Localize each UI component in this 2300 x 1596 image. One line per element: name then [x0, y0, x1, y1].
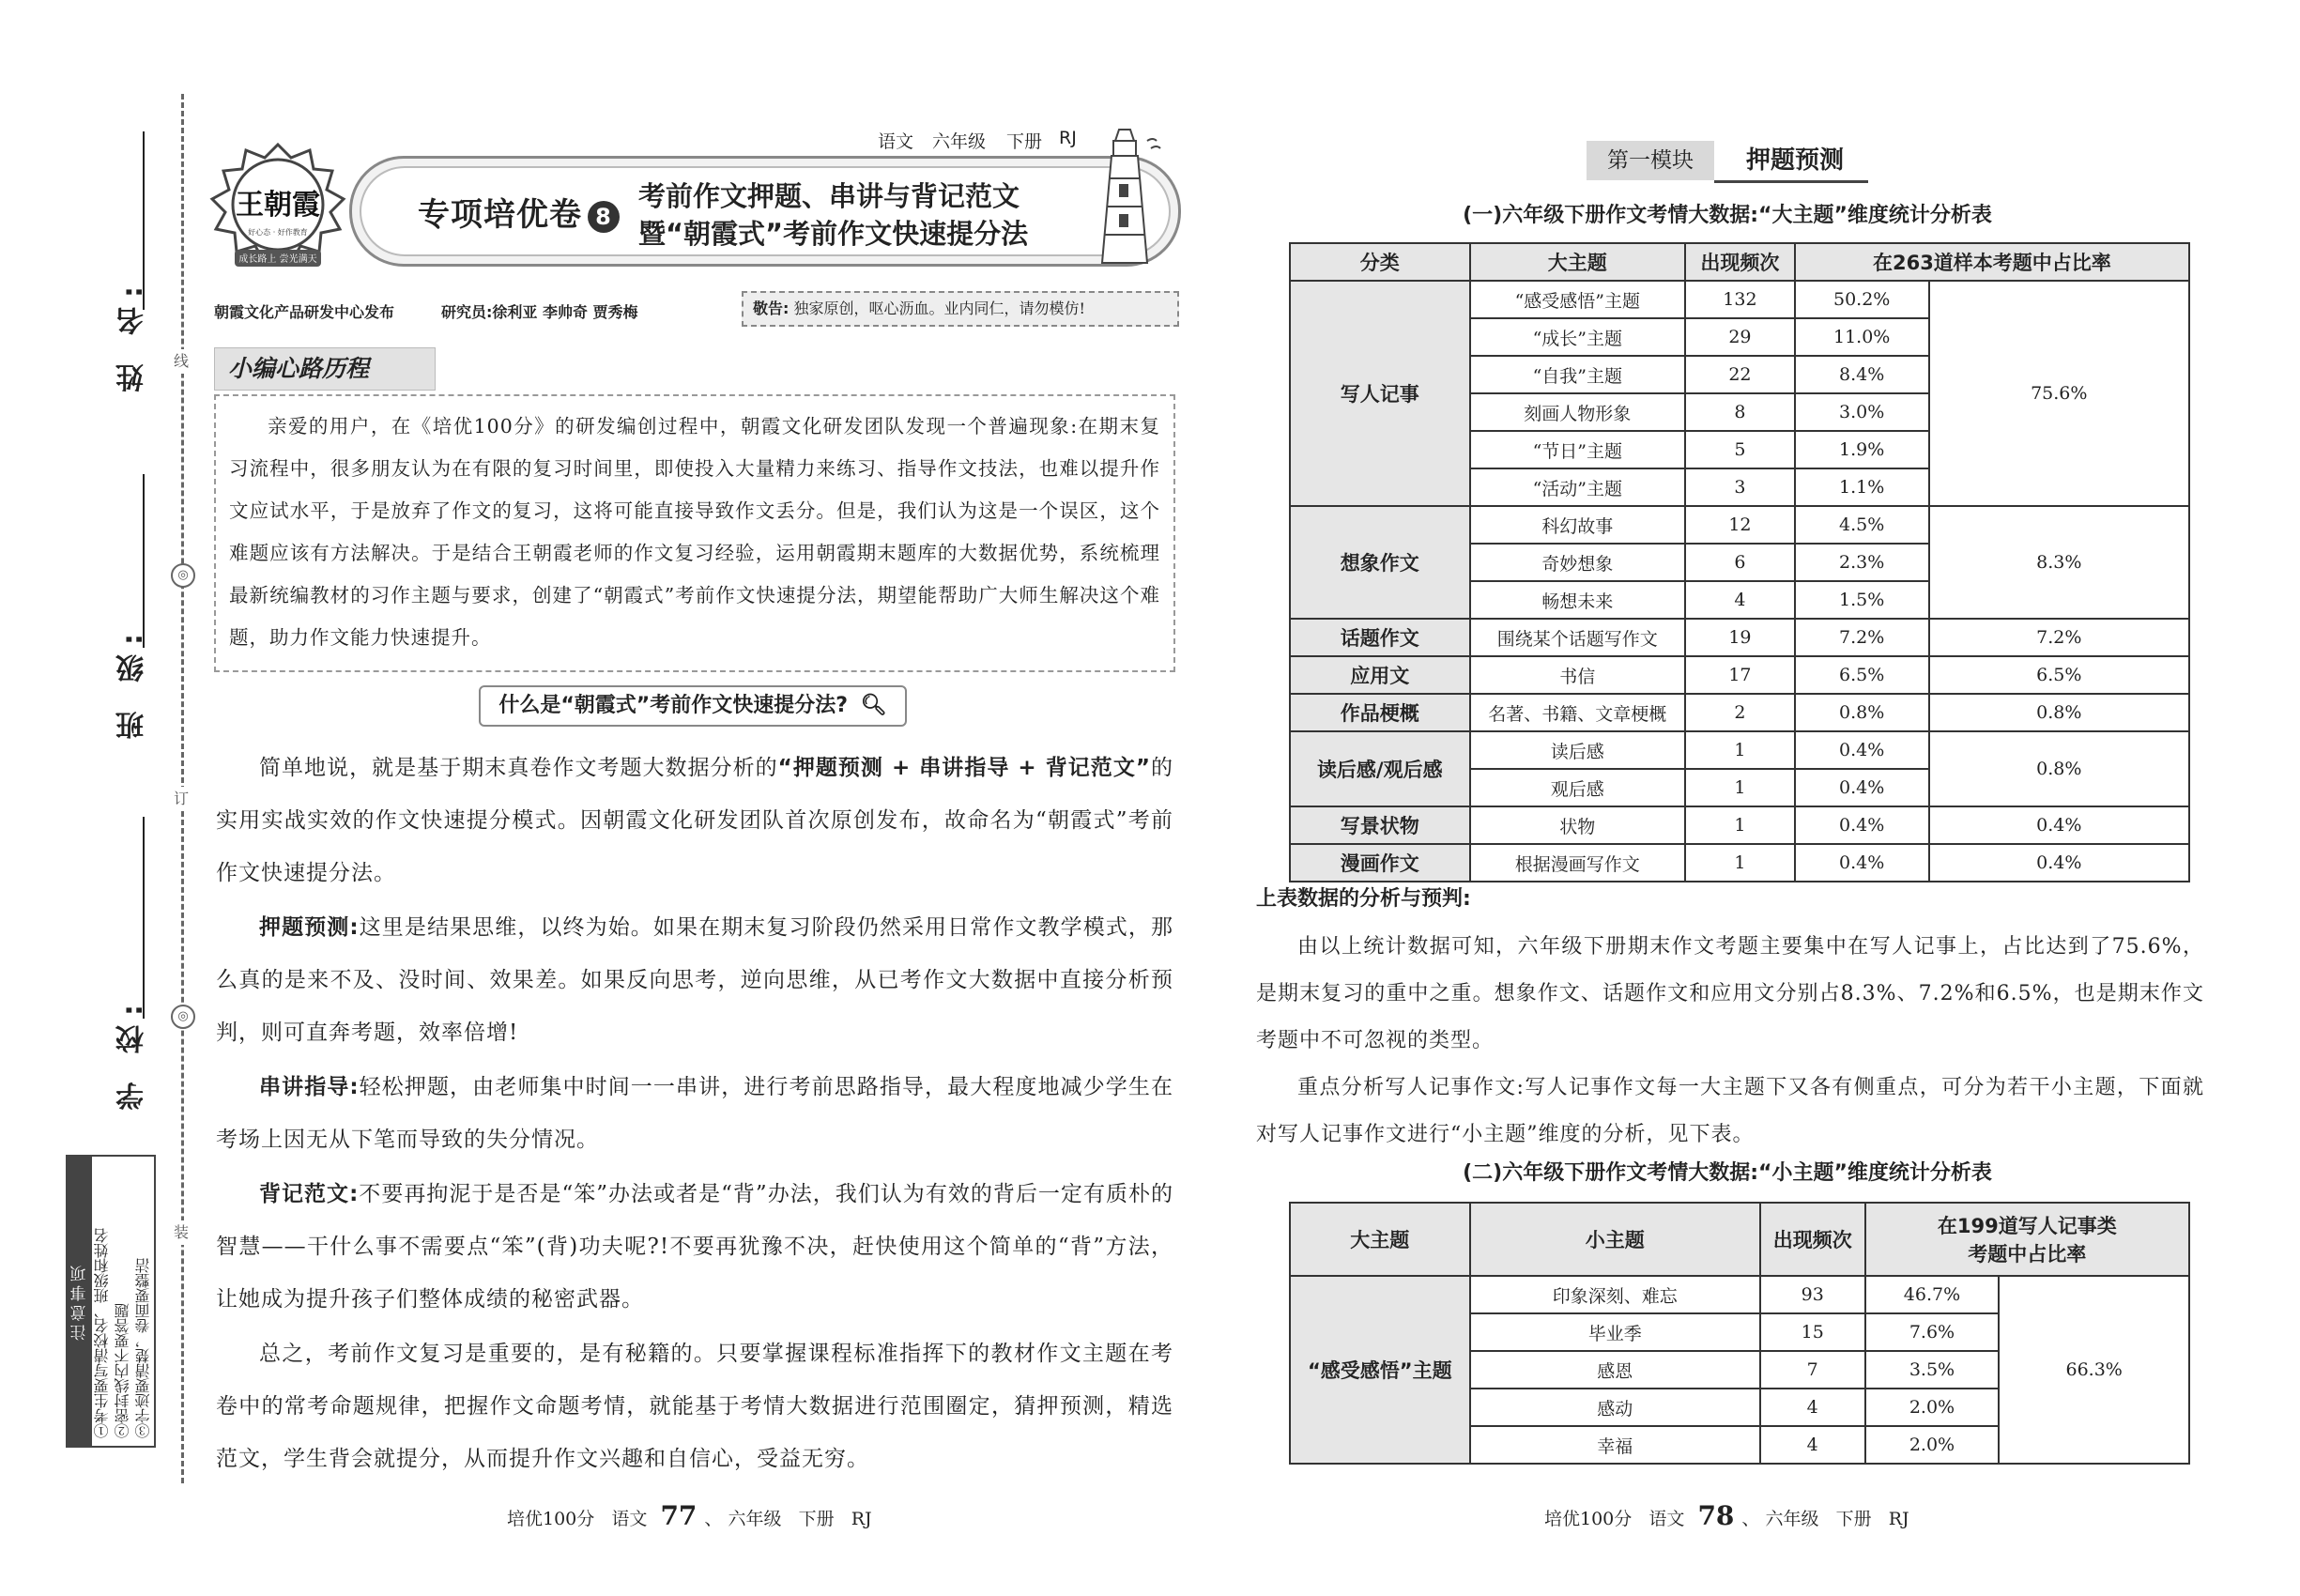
module-title: 押题预测 [1714, 141, 1868, 183]
table-cell: 66.3% [1999, 1276, 2189, 1464]
footer-left: 培优100分 语文 77 、 六年级 下册 RJ [507, 1500, 872, 1531]
table-cell: 6 [1685, 544, 1795, 581]
intro-tag: 小编心路历程 [214, 347, 436, 391]
table-cell: 0.4% [1795, 844, 1929, 882]
table-cell: 0.8% [1929, 694, 2189, 731]
notice-item: ②密封线内不要答题 [114, 1303, 131, 1438]
table2-title: (二)六年级下册作文考情大数据:“小主题”维度统计分析表 [1463, 1161, 1992, 1185]
table-row [1290, 694, 2189, 731]
table-row [1290, 619, 2189, 656]
table-cell: 0.4% [1795, 769, 1929, 806]
notice-box [66, 1155, 156, 1448]
table-cell: 4 [1760, 1389, 1865, 1426]
big-theme-table [1289, 242, 2190, 882]
question-box [479, 685, 907, 727]
table-cell: 132 [1685, 281, 1795, 318]
table-cell: 印象深刻、难忘 [1470, 1276, 1760, 1313]
table-cell: 0.4% [1795, 806, 1929, 844]
table-cell: 围绕某个话题写作文 [1470, 619, 1685, 656]
table-cell: 4.5% [1795, 506, 1929, 544]
table1-title: (一)六年级下册作文考情大数据:“大主题”维度统计分析表 [1463, 204, 1992, 227]
table-row [1290, 844, 2189, 882]
header-ratio: 在263道样本考题中占比率 [1795, 243, 2189, 281]
wangzhaoxia-logo [199, 141, 357, 272]
table-cell: 29 [1685, 318, 1795, 356]
table-cell: 93 [1760, 1276, 1865, 1313]
header-big-theme: 大主题 [1290, 1203, 1470, 1276]
subject: 语文 [878, 131, 914, 152]
table-cell: 1 [1685, 769, 1795, 806]
table-row [1290, 731, 2189, 769]
category-cell: 想象作文 [1290, 506, 1470, 619]
table-cell: 毕业季 [1470, 1313, 1760, 1351]
cut-mark: 装 [169, 1220, 193, 1245]
table-row [1290, 281, 2189, 318]
table-cell: 幸福 [1470, 1426, 1760, 1464]
table-cell: 7.2% [1929, 619, 2189, 656]
class-label: 班 级: [116, 624, 149, 740]
header-category: 分类 [1290, 243, 1470, 281]
cut-mark: ◎ [171, 1005, 195, 1029]
table-cell: 1 [1685, 806, 1795, 844]
table-cell: 2.0% [1865, 1389, 2000, 1426]
table-cell: 2 [1685, 694, 1795, 731]
table-cell: 感动 [1470, 1389, 1760, 1426]
cut-mark: ◎ [171, 563, 195, 588]
series-number: 8 [588, 201, 620, 233]
category-cell: 作品梗概 [1290, 694, 1470, 731]
warning-label: 敬告: [753, 299, 790, 317]
table-cell: 0.4% [1929, 806, 2189, 844]
body-paragraph: 串讲指导:轻松押题，由老师集中时间一一串讲，进行考前思路指导，最大程度地减少学生在考场上因无从下笔而导致的失分情况。 [216, 1075, 1173, 1152]
analysis [1256, 924, 2204, 1159]
left-body [216, 742, 1173, 1485]
table-row [1290, 806, 2189, 844]
table-cell: 50.2% [1795, 281, 1929, 318]
category-cell: 写景状物 [1290, 806, 1470, 844]
header-frequency: 出现频次 [1685, 243, 1795, 281]
table-cell: 畅想未来 [1470, 581, 1685, 619]
table-cell: 15 [1760, 1313, 1865, 1351]
category-cell: 话题作文 [1290, 619, 1470, 656]
edition: RJ [1059, 128, 1077, 148]
body-paragraph: 总之，考前作文复习是重要的，是有秘籍的。只要掌握课程标准指挥下的教材作文主题在考卷中的常考命题规律，把握作文命题考情，就能基于考情大数据进行范围圈定，猜押预测，精选范文，学生背会就提分，从而提升作文兴趣和自信心，受益无穷。 [216, 1342, 1173, 1471]
page-number: 77 [660, 1500, 698, 1531]
cut-mark: 订 [169, 787, 193, 811]
table-cell: “自我”主题 [1470, 356, 1685, 393]
table-cell: 刻画人物形象 [1470, 393, 1685, 431]
table-cell: 7.6% [1865, 1313, 2000, 1351]
table-cell: 1.9% [1795, 431, 1929, 468]
notice-title: 注意事项 [68, 1157, 92, 1446]
table-cell: 5 [1685, 431, 1795, 468]
grade: 六年级 [932, 131, 987, 152]
table-cell: 2.0% [1865, 1426, 2000, 1464]
header-ratio: 在199道写人记事类 考题中占比率 [1865, 1203, 2189, 1276]
table-cell: 1.1% [1795, 468, 1929, 506]
header-theme: 大主题 [1470, 243, 1685, 281]
table-cell: 科幻故事 [1470, 506, 1685, 544]
school-label: 学 校: [116, 995, 149, 1111]
class-line [143, 474, 145, 648]
category-cell: 写人记事 [1290, 281, 1470, 506]
table-cell: “成长”主题 [1470, 318, 1685, 356]
table-cell: 奇妙想象 [1470, 544, 1685, 581]
table-cell: 0.8% [1795, 694, 1929, 731]
table-cell: 状物 [1470, 806, 1685, 844]
header-small-theme: 小主题 [1470, 1203, 1760, 1276]
table-cell: 感恩 [1470, 1351, 1760, 1389]
lighthouse-icon [1081, 122, 1166, 272]
module-tag [1587, 141, 1868, 180]
category-cell: “感受感悟”主题 [1290, 1276, 1470, 1464]
researchers: 研究员:徐利亚 李帅奇 贾秀梅 [441, 303, 638, 321]
intro-text: 亲爱的用户，在《培优100分》的研发编创过程中，朝霞文化研发团队发现一个普遍现象:在期末复习流程中，很多朋友认为在有限的复习时间里，即使投入大量精力来练习、指导作文技法，也难以提升作文应试水平，于是放弃了作文的复习，这将可能直接导致作文丢分。但是，我们认为这是一个误区，这个难题应该有方法解决。于是结合王朝霞老师的作文复习经验，运用朝霞期末题库的大数据优势，系统梳理最新统编教材的习作主题与要求，创建了“朝霞式”考前作文快速提分法，期望能帮助广大师生解决这个难题，助力作文能力快速提升。 [229, 415, 1160, 649]
table-cell: 3.5% [1865, 1351, 2000, 1389]
category-cell: 漫画作文 [1290, 844, 1470, 882]
table-cell: 6.5% [1795, 656, 1929, 694]
table-cell: 8.4% [1795, 356, 1929, 393]
magnifier-icon: 🔍︎ [860, 694, 887, 717]
table-cell: 11.0% [1795, 318, 1929, 356]
logo-small: 好心态 · 好作教育 [248, 228, 308, 237]
table-cell: 3 [1685, 468, 1795, 506]
table-row [1290, 656, 2189, 694]
table-cell: 1 [1685, 844, 1795, 882]
table-cell: 19 [1685, 619, 1795, 656]
table-cell: 4 [1760, 1426, 1865, 1464]
table-cell: 3.0% [1795, 393, 1929, 431]
analysis-heading: 上表数据的分析与预判: [1256, 887, 1471, 911]
warning-text: 独家原创，呕心沥血。业内同仁，请勿模仿! [793, 299, 1085, 317]
cut-mark: 线 [169, 349, 193, 374]
logo-tagline: 成长路上 尝光满天 [238, 254, 317, 265]
notice-item: ①考生要写清校名、班级和姓名 [93, 1228, 111, 1438]
table-cell: 6.5% [1929, 656, 2189, 694]
table-cell: 根据漫画写作文 [1470, 844, 1685, 882]
name-label: 姓 名: [116, 277, 149, 392]
table-cell: 12 [1685, 506, 1795, 544]
table-cell: 0.4% [1795, 731, 1929, 769]
body-paragraph: 背记范文:不要再拘泥于是否是“笨”办法或者是“背”办法，我们认为有效的背后一定有质朴的智慧——干什么事不需要点“笨”(背)功夫呢?!不要再犹豫不决，赶快使用这个简单的“背”方法，让她成为提升孩子们整体成绩的秘密武器。 [216, 1182, 1173, 1312]
publisher: 朝霞文化产品研发中心发布 [214, 303, 395, 321]
table-cell: 8 [1685, 393, 1795, 431]
table-cell: 46.7% [1865, 1276, 2000, 1313]
series-title: 专项培优卷 8 [418, 189, 620, 235]
table-cell: 观后感 [1470, 769, 1685, 806]
page-number: 78 [1697, 1500, 1735, 1531]
table-cell: 2.3% [1795, 544, 1929, 581]
question-text: 什么是“朝霞式”考前作文快速提分法? [498, 694, 849, 717]
table-cell: “感受感悟”主题 [1470, 281, 1685, 318]
table-cell: 7.2% [1795, 619, 1929, 656]
table-row [1290, 1276, 2189, 1313]
volume: 下册 [1006, 131, 1043, 152]
body-paragraph: 简单地说，就是基于期末真卷作文考题大数据分析的“押题预测 + 串讲指导 + 背记范文”的实用实战实效的作文快速提分模式。因朝霞文化研发团队首次原创发布，故命名为“朝霞式”考前作文快速提分法。 [216, 756, 1174, 885]
table-cell: 8.3% [1929, 506, 2189, 619]
table-cell: 17 [1685, 656, 1795, 694]
table-cell: 1.5% [1795, 581, 1929, 619]
analysis-paragraph: 由以上统计数据可知，六年级下册期末作文考题主要集中在写人记事上，占比达到了75.6%，是期末复习的重中之重。想象作文、话题作文和应用文分别占8.3%、7.2%和6.5%，也是期末作文考题中不可忽视的类型。 [1256, 935, 2204, 1052]
body-paragraph: 押题预测:这里是结果思维，以终为始。如果在期末复习阶段仍然采用日常作文教学模式，那么真的是来不及、没时间、效果差。如果反向思考，逆向思维，从已考作文大数据中直接分析预判，则可直奔考题，效率倍增! [216, 915, 1173, 1045]
warning-box [742, 291, 1179, 327]
table-cell: “活动”主题 [1470, 468, 1685, 506]
notice-item: ③字迹要清楚，卷面要整洁 [134, 1258, 152, 1438]
table-cell: 4 [1685, 581, 1795, 619]
table-cell: 0.4% [1929, 844, 2189, 882]
module-label: 第一模块 [1587, 141, 1714, 180]
table-cell: “节日”主题 [1470, 431, 1685, 468]
table-row [1290, 506, 2189, 544]
category-cell: 应用文 [1290, 656, 1470, 694]
title-banner [349, 156, 1181, 267]
analysis-paragraph: 重点分析写人记事作文:写人记事作文每一大主题下又各有侧重点，可分为若干小主题，下面就对写人记事作文进行“小主题”维度的分析，见下表。 [1256, 1076, 2204, 1146]
table-cell: 1 [1685, 731, 1795, 769]
table-cell: 0.8% [1929, 731, 2189, 806]
header-frequency: 出现频次 [1760, 1203, 1865, 1276]
footer-right: 培优100分 语文 78 、 六年级 下册 RJ [1544, 1500, 1909, 1531]
small-theme-table [1289, 1202, 2190, 1465]
table-cell: 书信 [1470, 656, 1685, 694]
table-cell: 75.6% [1929, 281, 2189, 506]
table-cell: 名著、书籍、文章梗概 [1470, 694, 1685, 731]
subtitle-line-2: 暨“朝霞式”考前作文快速提分法 [638, 218, 1029, 250]
intro-box [214, 394, 1175, 672]
logo-text: 王朝霞 [236, 189, 320, 222]
school-line [143, 817, 145, 1019]
table-cell: 7 [1760, 1351, 1865, 1389]
table-cell: 读后感 [1470, 731, 1685, 769]
table-cell: 22 [1685, 356, 1795, 393]
subtitle-line-1: 考前作文押题、串讲与背记范文 [638, 180, 1020, 212]
category-cell: 读后感/观后感 [1290, 731, 1470, 806]
